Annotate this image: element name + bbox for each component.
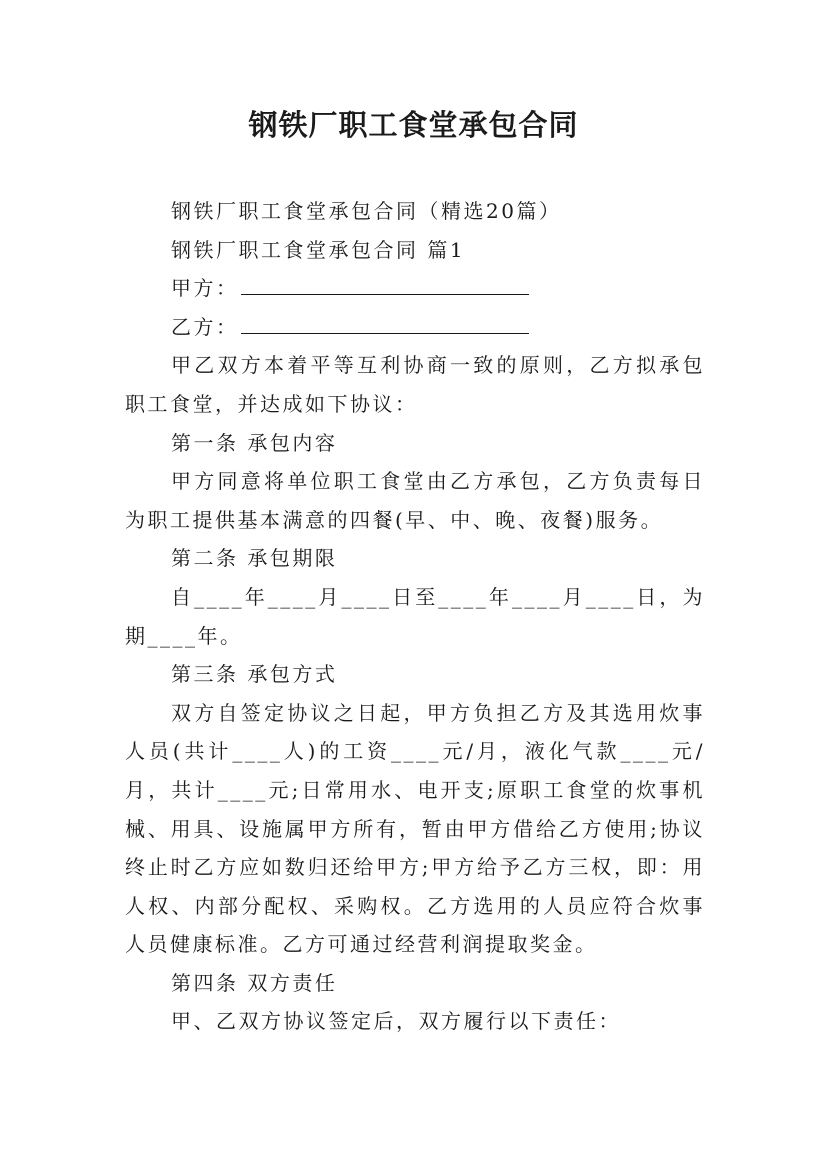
article-3-heading: 第三条 承包方式 bbox=[171, 662, 338, 687]
party-a-label: 甲方： bbox=[171, 276, 239, 301]
subtitle-paragraph: 钢铁厂职工食堂承包合同（精选20篇） bbox=[171, 199, 562, 223]
intro-paragraph: 甲乙双方本着平等互利协商一致的原则，乙方拟承包职工食堂，并达成如下协议： bbox=[125, 353, 705, 416]
article-2-heading: 第二条 承包期限 bbox=[171, 546, 338, 571]
party-b-signature-blank bbox=[241, 315, 529, 334]
party-a-signature-blank bbox=[241, 276, 529, 295]
article-4-body: 甲、乙双方协议签定后，双方履行以下责任： bbox=[171, 1009, 621, 1034]
party-a-line bbox=[125, 269, 705, 308]
document-body bbox=[125, 192, 705, 1041]
document-title: 钢铁厂职工食堂承包合同 bbox=[248, 108, 579, 142]
party-b-line bbox=[125, 308, 705, 347]
article-3-body: 双方自签定协议之日起，甲方负担乙方及其选用炊事人员(共计____人)的工资____元/月，液化气款____元/月，共计____元;日常用水、电开支;原职工食堂的炊事机械、用具、设施属甲方所有，暂由甲方借给乙方使用;协议终止时乙方应如数归还给甲方;甲方给予乙方三权，即：用人权、内部分配权、采购权。乙方选用的人员应符合炊事人员健康标准。乙方可通过经营利润提取奖金。 bbox=[125, 700, 705, 957]
article-1-heading: 第一条 承包内容 bbox=[171, 430, 338, 455]
party-b-label: 乙方： bbox=[171, 314, 239, 339]
article-4-heading: 第四条 双方责任 bbox=[171, 970, 338, 995]
section-heading-chapter-1: 钢铁厂职工食堂承包合同 篇1 bbox=[171, 237, 466, 262]
article-1-body: 甲方同意将单位职工食堂由乙方承包，乙方负责每日为职工提供基本满意的四餐(早、中、晚、夜餐)服务。 bbox=[125, 469, 705, 532]
article-2-body: 自____年____月____日至____年____月____日，为期____年。 bbox=[125, 584, 705, 648]
